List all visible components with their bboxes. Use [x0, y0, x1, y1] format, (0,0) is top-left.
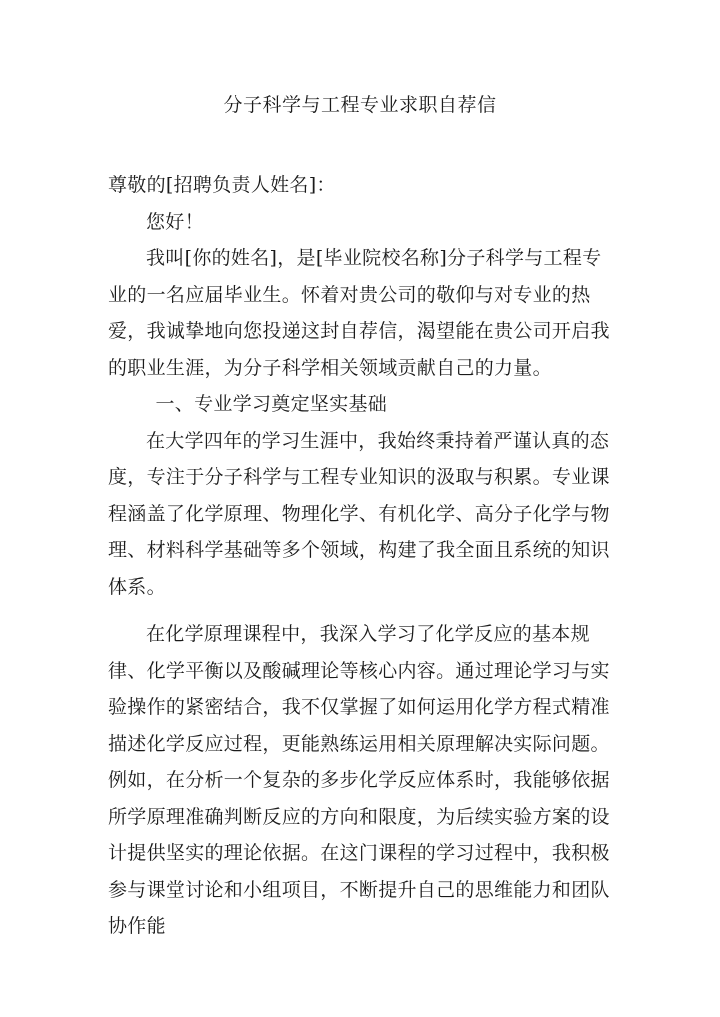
section-heading: 一、专业学习奠定坚实基础 [155, 393, 388, 415]
document-body [108, 167, 620, 945]
section-paragraph-1: 在大学四年的学习生涯中，我始终秉持着严谨认真的态度，专注于分子科学与工程专业知识的汲取与积累。专业课程涵盖了化学原理、物理化学、有机化学、高分子化学与物理、材料科学基础等多个领域，构建了我全面且系统的知识体系。 [108, 429, 610, 598]
section-paragraph-2: 在化学原理课程中，我深入学习了化学反应的基本规律、化学平衡以及酸碱理论等核心内容。通过理论学习与实验操作的紧密结合，我不仅掌握了如何运用化学方程式精准描述化学反应过程，更能熟练运用相关原理解决实际问题。例如，在分析一个复杂的多步化学反应体系时，我能够依据所学原理准确判断反应的方向和限度，为后续实验方案的设计提供坚实的理论依据。在这门课程的学习过程中，我积极参与课堂讨论和小组项目，不断提升自己的思维能力和团队协作能 [108, 623, 610, 937]
greeting: 您好！ [146, 210, 204, 233]
document-title: 分子科学与工程专业求职自荐信 [223, 94, 497, 116]
salutation: 尊敬的[招聘负责人姓名]： [108, 174, 336, 196]
intro-paragraph: 我叫[你的姓名]，是[毕业院校名称]分子科学与工程专业的一名应届毕业生。怀着对贵公司的敬仰与对专业的热爱，我诚挚地向您投递这封自荐信，渴望能在贵公司开启我的职业生涯，为分子科学相关领域贡献自己的力量。 [108, 247, 610, 379]
